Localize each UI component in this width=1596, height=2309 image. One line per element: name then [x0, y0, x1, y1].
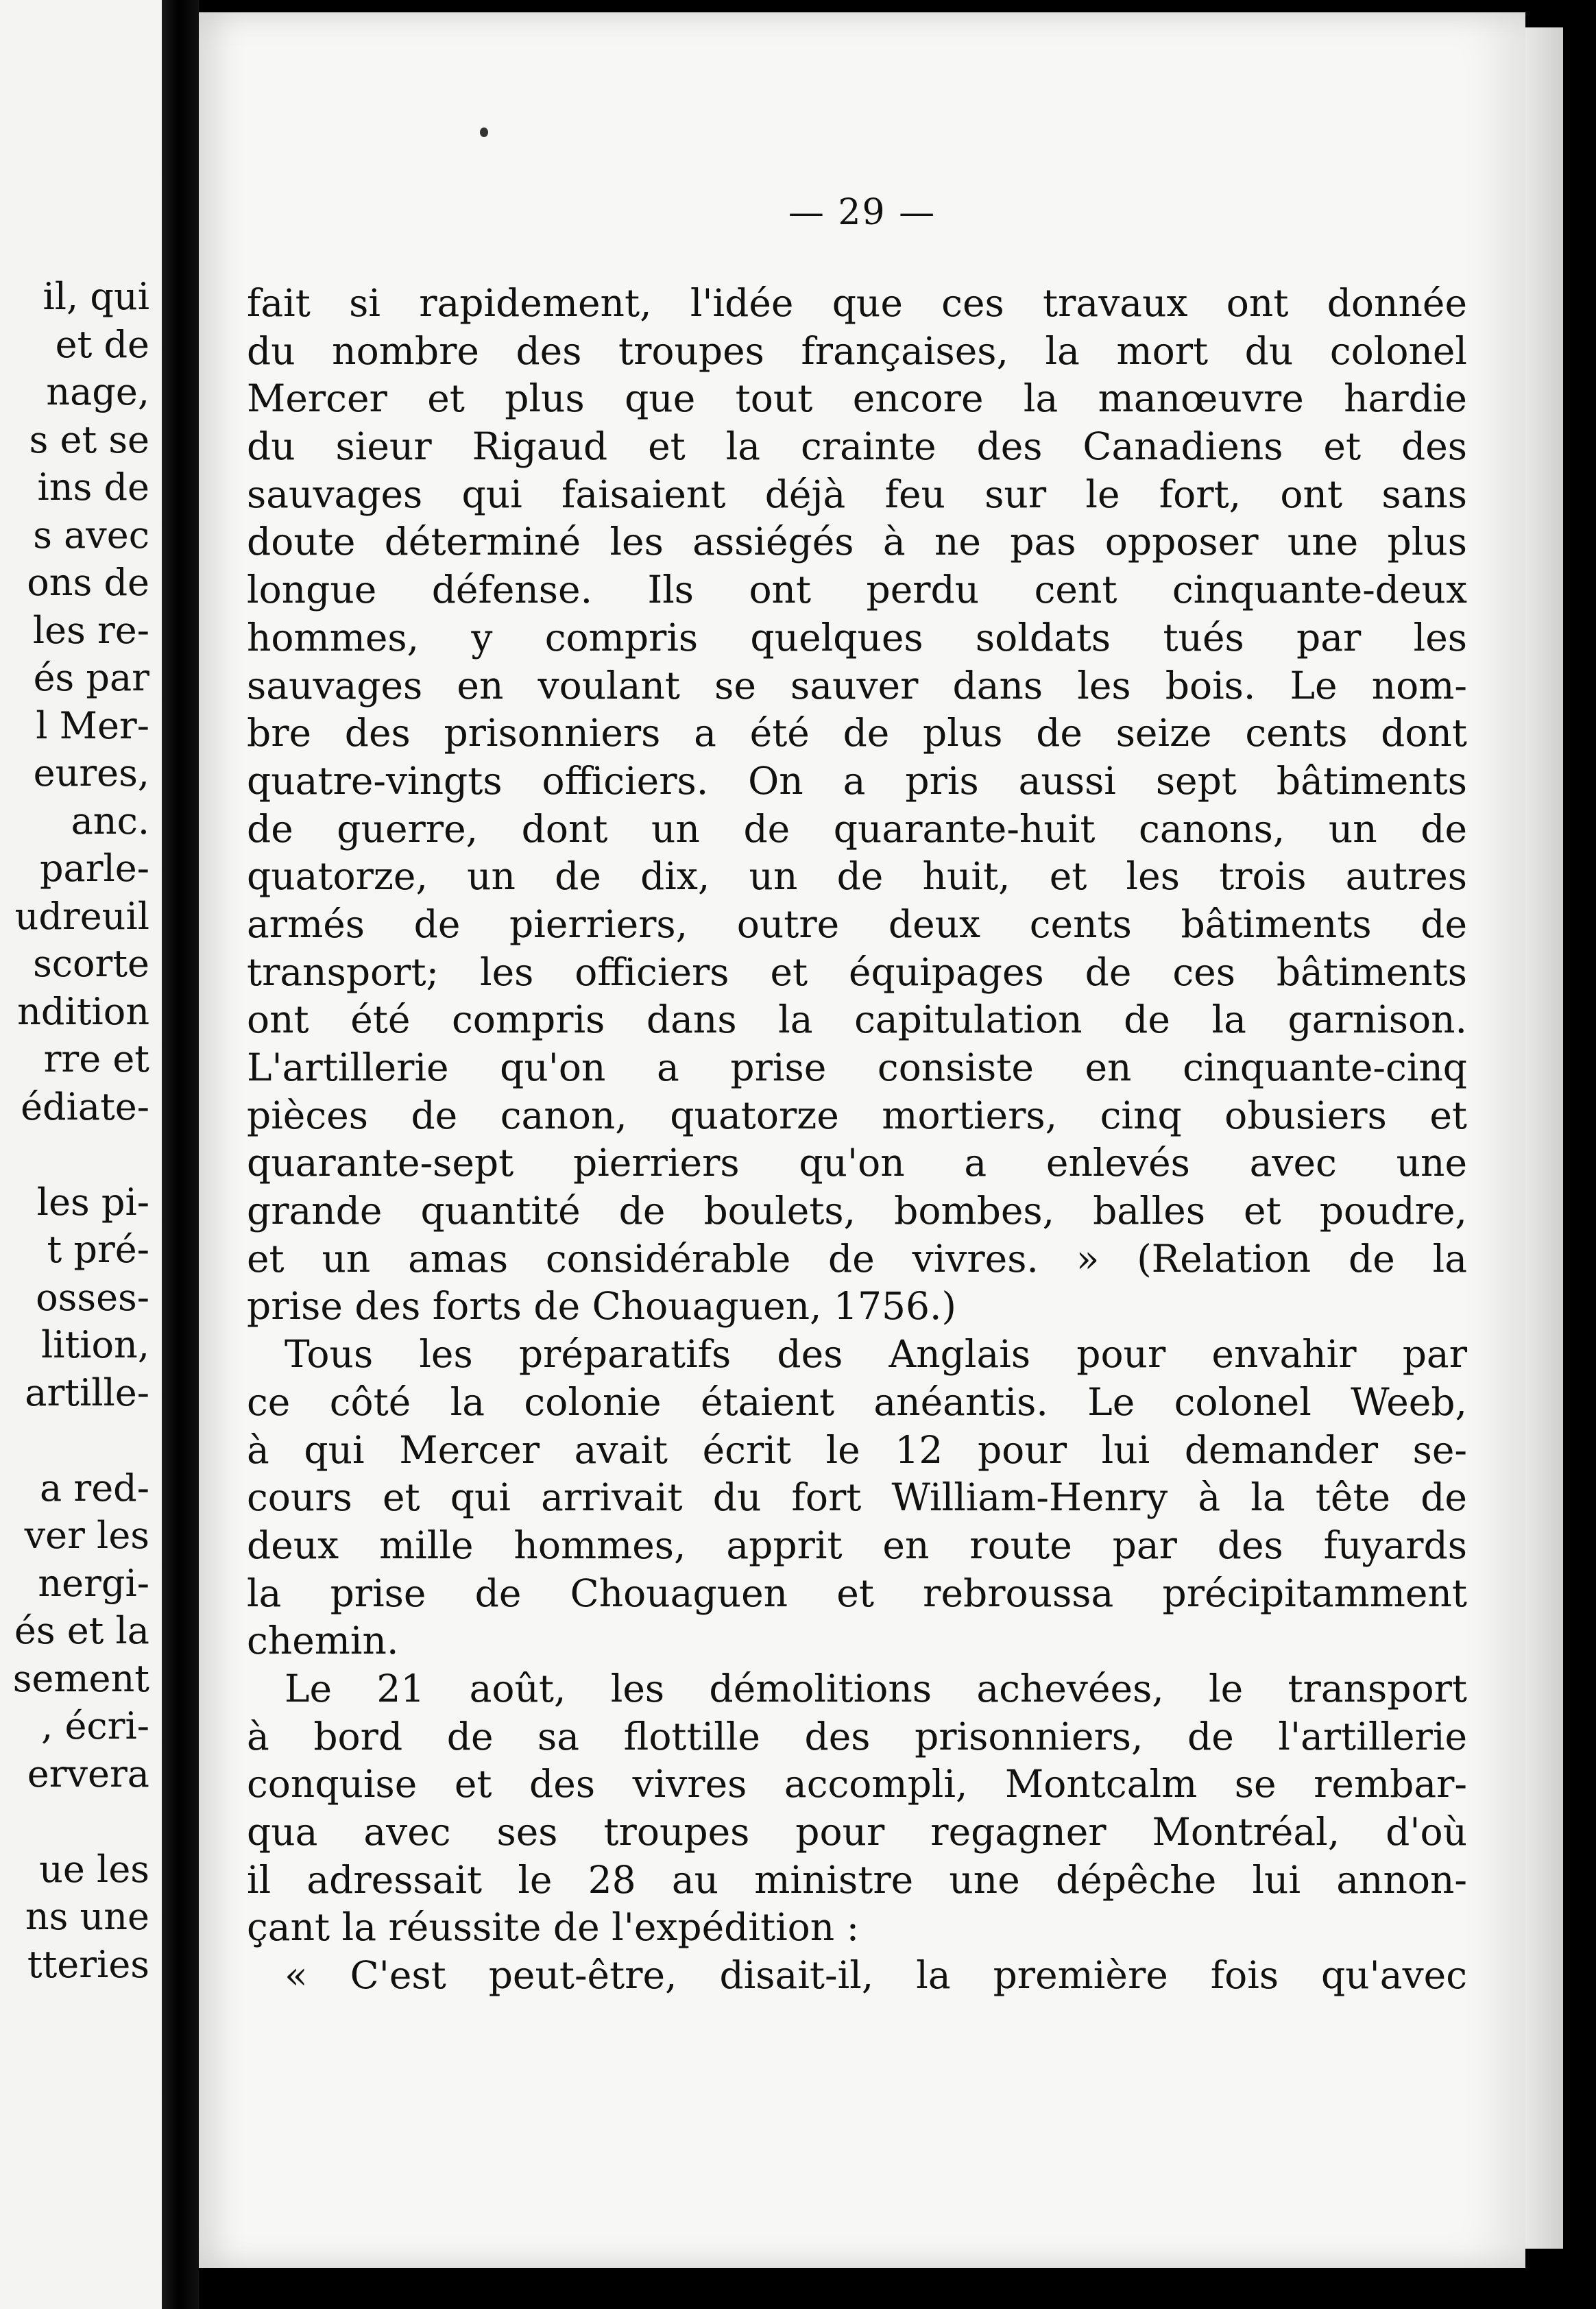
- left-page-line: ins de: [37, 466, 149, 509]
- text-line: hommes, y compris quelques soldats tués par les: [247, 615, 1467, 660]
- text-line: armés de pierriers, outre deux cents bâtiments de: [247, 902, 1467, 946]
- left-page-line: , écri-: [41, 1704, 149, 1748]
- left-page-line: s et se: [29, 418, 149, 461]
- text-line: conquise et des vivres accompli, Montcalm se rembar-: [247, 1762, 1467, 1806]
- left-page-line: ons de: [27, 561, 149, 604]
- text-line: longue défense. Ils ont perdu cent cinquante-deux: [247, 568, 1467, 612]
- left-page-line: eures,: [33, 751, 149, 795]
- page-number: — 29 —: [788, 192, 936, 233]
- text-line: transport; les officiers et équipages de ces bâtiments: [247, 950, 1467, 994]
- text-line: doute déterminé les assiégés à ne pas opposer une plus: [247, 520, 1467, 564]
- text-line: il adressait le 28 au ministre une dépêche lui annon-: [247, 1857, 1467, 1902]
- text-line: du sieur Rigaud et la crainte des Canadiens et des: [247, 424, 1467, 469]
- text-line: ont été compris dans la capitulation de la garnison.: [247, 998, 1467, 1042]
- left-page-line: ns une: [25, 1895, 149, 1938]
- text-line: Mercer et plus que tout encore la manœuvre hardie: [247, 376, 1467, 421]
- text-line: du nombre des troupes françaises, la mort du colonel: [247, 328, 1467, 373]
- left-page-line: [0, 1416, 149, 1464]
- main-page: [199, 12, 1525, 2268]
- left-page-line: ue les: [39, 1847, 149, 1891]
- text-line: quarante-sept pierriers qu'on a enlevés avec une: [247, 1141, 1467, 1185]
- left-page-line: és et la: [14, 1609, 149, 1652]
- left-page-line: l Mer-: [36, 703, 149, 747]
- left-page-line: nage,: [46, 370, 149, 413]
- left-page-text: [0, 273, 149, 1988]
- left-page-line: s avec: [33, 513, 149, 557]
- book-gutter: [162, 0, 199, 2309]
- left-page-line: és par: [33, 656, 149, 699]
- left-page-line: scorte: [33, 942, 149, 985]
- left-page-line: ndition: [17, 989, 149, 1033]
- text-line: chemin.: [247, 1619, 399, 1663]
- text-line: à qui Mercer avait écrit le 12 pour lui demander se-: [247, 1427, 1467, 1472]
- text-line: Tous les préparatifs des Anglais pour envahir par: [285, 1332, 1467, 1377]
- text-line: sauvages qui faisaient déjà feu sur le fort, ont sans: [247, 472, 1467, 516]
- text-line: fait si rapidement, l'idée que ces travaux ont donnée: [247, 281, 1467, 325]
- text-line: « C'est peut-être, disait-il, la première fois qu'avec: [285, 1953, 1467, 1998]
- text-line: à bord de sa flottille des prisonniers, de l'artillerie: [247, 1714, 1467, 1758]
- text-line: de guerre, dont un de quarante-huit canons, un de: [247, 806, 1467, 851]
- left-page-line: nergi-: [38, 1561, 149, 1605]
- left-page-line: édiate-: [21, 1085, 149, 1128]
- body-text: [247, 280, 1467, 2000]
- left-page-line: artille-: [25, 1370, 149, 1414]
- text-line: çant la réussite de l'expédition :: [247, 1905, 860, 1950]
- text-line: quatre-vingts officiers. On a pris aussi sept bâtiments: [247, 758, 1467, 803]
- left-page-line: t pré-: [47, 1228, 149, 1271]
- left-page-line: osses-: [36, 1275, 149, 1319]
- left-page-line: [0, 1131, 149, 1178]
- left-page-line: [0, 1798, 149, 1846]
- text-line: L'artillerie qu'on a prise consiste en cinquante-cinq: [247, 1045, 1467, 1089]
- left-page-line: parle-: [39, 847, 149, 890]
- text-line: et un amas considérable de vivres. » (Relation de la: [247, 1236, 1467, 1281]
- left-page-line: rre et: [43, 1037, 149, 1080]
- left-page-line: anc.: [71, 799, 149, 843]
- left-facing-page: [0, 0, 162, 2309]
- text-line: grande quantité de boulets, bombes, balles et poudre,: [247, 1189, 1467, 1233]
- text-line: sauvages en voulant se sauver dans les bois. Le nom-: [247, 663, 1467, 708]
- right-page-edge: [1525, 27, 1563, 2249]
- left-page-line: les re-: [32, 608, 149, 652]
- text-line: pièces de canon, quatorze mortiers, cinq obusiers et: [247, 1093, 1467, 1137]
- text-line: cours et qui arrivait du fort William-Henry à la tête de: [247, 1475, 1467, 1520]
- left-page-line: il, qui: [43, 275, 149, 318]
- left-page-line: ervera: [27, 1752, 149, 1796]
- left-page-line: tteries: [27, 1942, 149, 1986]
- text-line: qua avec ses troupes pour regagner Montréal, d'où: [247, 1810, 1467, 1854]
- text-line: prise des forts de Chouaguen, 1756.): [247, 1284, 956, 1329]
- left-page-line: ver les: [24, 1514, 149, 1557]
- text-line: la prise de Chouaguen et rebroussa précipitamment: [247, 1571, 1467, 1615]
- text-line: deux mille hommes, apprit en route par des fuyards: [247, 1523, 1467, 1567]
- text-line: quatorze, un de dix, un de huit, et les trois autres: [247, 854, 1467, 899]
- left-page-line: et de: [55, 322, 149, 366]
- text-line: Le 21 août, les démolitions achevées, le transport: [285, 1666, 1467, 1710]
- left-page-line: sement: [12, 1656, 149, 1700]
- left-page-line: udreuil: [14, 894, 149, 938]
- ink-speck: [480, 128, 488, 137]
- text-line: bre des prisonniers a été de plus de seize cents dont: [247, 711, 1467, 755]
- left-page-line: les pi-: [36, 1180, 149, 1224]
- left-page-line: a red-: [40, 1466, 149, 1510]
- text-line: ce côté la colonie étaient anéantis. Le colonel Weeb,: [247, 1379, 1467, 1424]
- left-page-line: lition,: [41, 1323, 149, 1366]
